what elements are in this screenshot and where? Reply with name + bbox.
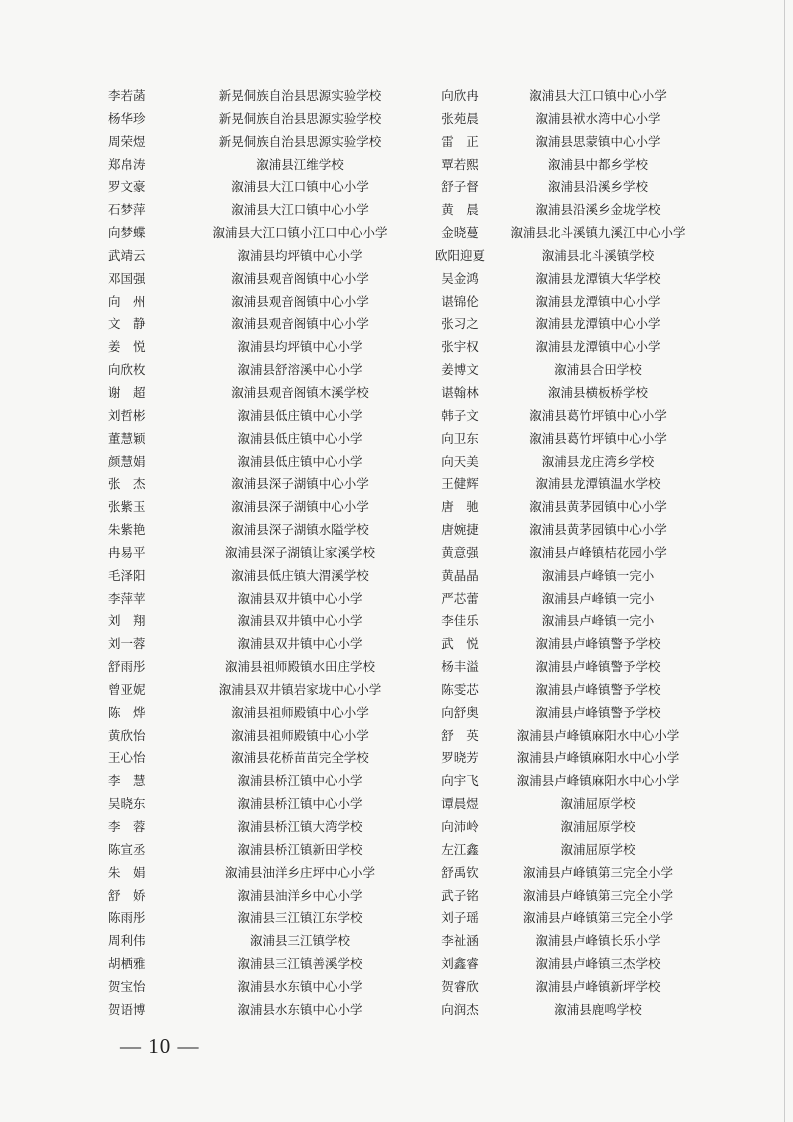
student-name-right: 欧阳迎夏 — [434, 247, 485, 263]
list-row — [0, 519, 793, 542]
student-name-left: 向欣枚 — [108, 362, 146, 378]
student-name-right: 谭晨煜 — [441, 796, 479, 812]
list-row — [0, 245, 793, 268]
school-name-left: 溆浦县水东镇中心小学 — [237, 978, 363, 994]
student-name-right: 雷 正 — [441, 133, 479, 149]
student-name-right: 罗晓芳 — [441, 750, 479, 766]
student-name-left: 董慧颖 — [108, 430, 146, 446]
student-name-left: 罗文豪 — [108, 179, 146, 195]
student-name-right: 舒子督 — [441, 179, 479, 195]
student-name-right: 吴金鸿 — [441, 270, 479, 286]
list-row — [0, 199, 793, 222]
school-name-left: 溆浦县深子湖镇水隘学校 — [231, 522, 369, 538]
list-row — [0, 405, 793, 428]
school-name-left: 新晃侗族自治县思源实验学校 — [218, 110, 382, 126]
school-name-left: 溆浦县祖师殿镇水田庄学校 — [224, 659, 375, 675]
school-name-left: 溆浦县祖师殿镇中心小学 — [231, 727, 369, 743]
list-row — [0, 999, 793, 1022]
school-name-right: 溆浦县龙庄湾乡学校 — [541, 453, 655, 469]
student-name-left: 谢 超 — [108, 384, 146, 400]
school-name-left: 溆浦县桥江镇新田学校 — [237, 841, 363, 857]
school-name-right: 溆浦县中都乡学校 — [547, 156, 648, 172]
school-name-left: 溆浦县水东镇中心小学 — [237, 1001, 363, 1017]
student-name-left: 舒 娇 — [108, 887, 146, 903]
school-name-left: 溆浦县均坪镇中心小学 — [237, 339, 363, 355]
school-name-left: 溆浦县低庄镇中心小学 — [237, 407, 363, 423]
school-name-left: 新晃侗族自治县思源实验学校 — [218, 88, 382, 103]
school-name-left: 溆浦县观音阁镇中心小学 — [231, 270, 369, 286]
school-name-right: 溆浦县龙潭镇温水学校 — [535, 476, 661, 492]
student-name-right: 向卫东 — [441, 430, 479, 446]
school-name-right: 溆浦县卢峰镇三杰学校 — [535, 956, 661, 972]
student-name-right: 黄 晨 — [441, 202, 479, 218]
student-name-left: 黄欣怡 — [108, 727, 146, 743]
student-name-left: 陈 烨 — [108, 704, 146, 720]
school-name-right: 溆浦县北斗溪镇九溪江中心小学 — [510, 225, 686, 241]
student-name-left: 胡栖雅 — [108, 956, 146, 972]
student-name-left: 石梦萍 — [108, 202, 146, 218]
student-name-left: 陈雨彤 — [108, 910, 146, 926]
school-name-right: 溆浦县卢峰镇一完小 — [541, 590, 655, 606]
list-row — [0, 268, 793, 291]
list-row — [0, 108, 793, 131]
student-name-right: 杨丰溢 — [441, 659, 479, 675]
school-name-left: 溆浦县祖师殿镇中心小学 — [231, 704, 369, 720]
school-name-right: 溆浦县卢峰镇警予学校 — [535, 704, 661, 720]
school-name-left: 溆浦县桥江镇中心小学 — [237, 773, 363, 789]
student-name-left: 郑帛涛 — [108, 156, 146, 172]
school-name-left: 溆浦县大江口镇中心小学 — [231, 202, 369, 218]
student-name-right: 李佳乐 — [441, 613, 479, 629]
list-row — [0, 313, 793, 336]
student-name-right: 黄意强 — [441, 544, 479, 560]
student-name-right: 韩子文 — [441, 407, 479, 423]
school-name-right: 溆浦县卢峰镇警予学校 — [535, 659, 661, 675]
student-name-right: 舒 英 — [441, 727, 479, 743]
list-row — [0, 725, 793, 748]
student-name-right: 武子铭 — [441, 887, 479, 903]
school-name-right: 溆浦屈原学校 — [560, 819, 636, 834]
list-row — [0, 496, 793, 519]
student-name-left: 陈宣丞 — [108, 841, 146, 857]
student-name-left: 冉易平 — [108, 544, 146, 560]
school-name-left: 溆浦县大江口镇小江口中心小学 — [212, 225, 388, 241]
list-row — [0, 747, 793, 770]
list-row — [0, 930, 793, 953]
student-name-left: 周利伟 — [108, 933, 146, 949]
list-row — [0, 588, 793, 611]
name-list — [0, 85, 793, 1022]
school-name-left: 溆浦县均坪镇中心小学 — [237, 247, 363, 263]
school-name-right: 溆浦屈原学校 — [560, 796, 636, 812]
school-name-left: 溆浦县江维学校 — [256, 156, 344, 172]
school-name-right: 溆浦县卢峰镇麻阳水中心小学 — [516, 773, 680, 789]
student-name-right: 舒禹钦 — [441, 864, 479, 880]
school-name-right: 溆浦县沿溪乡金垅学校 — [535, 202, 661, 218]
student-name-right: 金晓蔓 — [441, 225, 479, 241]
student-name-left: 李 蓉 — [108, 819, 146, 834]
student-name-right: 张宇权 — [441, 339, 479, 355]
student-name-left: 毛泽阳 — [108, 567, 146, 583]
student-name-left: 武靖云 — [108, 247, 146, 263]
list-row — [0, 633, 793, 656]
list-row — [0, 291, 793, 314]
list-row — [0, 702, 793, 725]
student-name-left: 邓国强 — [108, 270, 146, 286]
student-name-right: 覃若熙 — [441, 156, 479, 172]
page-edge-line — [784, 0, 785, 1122]
school-name-right: 溆浦县卢峰镇新坪学校 — [535, 978, 661, 994]
school-name-right: 溆浦县龙潭镇中心小学 — [535, 293, 661, 309]
student-name-left: 贺语博 — [108, 1001, 146, 1017]
school-name-right: 溆浦县袱水湾中心小学 — [535, 110, 661, 126]
school-name-right: 溆浦县卢峰镇警予学校 — [535, 636, 661, 652]
list-row — [0, 131, 793, 154]
student-name-left: 杨华珍 — [108, 110, 146, 126]
student-name-left: 刘哲彬 — [108, 407, 146, 423]
student-name-right: 向润杰 — [441, 1001, 479, 1017]
list-row — [0, 359, 793, 382]
list-row — [0, 154, 793, 177]
student-name-right: 向舒奥 — [441, 704, 479, 720]
school-name-right: 溆浦县黄茅园镇中心小学 — [529, 522, 667, 538]
school-name-left: 溆浦县观音阁镇木溪学校 — [231, 384, 369, 400]
school-name-right: 溆浦县龙潭镇中心小学 — [535, 339, 661, 355]
student-name-left: 吴晓东 — [108, 796, 146, 812]
student-name-left: 李萍苹 — [108, 590, 146, 606]
school-name-left: 溆浦县油洋乡中心小学 — [237, 887, 363, 903]
school-name-right: 溆浦县葛竹坪镇中心小学 — [529, 407, 667, 423]
school-name-left: 溆浦县低庄镇大渭溪学校 — [231, 567, 369, 583]
school-name-left: 溆浦县低庄镇中心小学 — [237, 453, 363, 469]
list-row — [0, 85, 793, 108]
list-row — [0, 176, 793, 199]
school-name-left: 溆浦县深子湖镇让家溪学校 — [224, 544, 375, 560]
student-name-right: 张习之 — [441, 316, 479, 332]
student-name-right: 谌锦伦 — [441, 293, 479, 309]
school-name-right: 溆浦县卢峰镇第三完全小学 — [522, 864, 673, 880]
school-name-right: 溆浦县龙潭镇大华学校 — [535, 270, 661, 286]
student-name-right: 贺睿欣 — [441, 978, 479, 994]
school-name-left: 溆浦县双井镇中心小学 — [237, 636, 363, 652]
list-row — [0, 428, 793, 451]
student-name-left: 文 静 — [108, 316, 146, 332]
school-name-right: 溆浦县葛竹坪镇中心小学 — [529, 430, 667, 446]
school-name-left: 溆浦县三江镇江东学校 — [237, 910, 363, 926]
school-name-right: 溆浦县黄茅园镇中心小学 — [529, 499, 667, 515]
student-name-right: 向天美 — [441, 453, 479, 469]
list-row — [0, 885, 793, 908]
school-name-right: 溆浦县合田学校 — [554, 362, 642, 378]
student-name-left: 曾亚妮 — [108, 681, 146, 697]
student-name-left: 向 州 — [108, 293, 146, 309]
school-name-right: 溆浦县卢峰镇桔花园小学 — [529, 544, 667, 560]
school-name-right: 溆浦县卢峰镇警予学校 — [535, 681, 661, 697]
school-name-left: 溆浦县观音阁镇中心小学 — [231, 316, 369, 332]
list-row — [0, 222, 793, 245]
student-name-right: 唐婉捷 — [441, 522, 479, 538]
school-name-right: 溆浦县沿溪乡学校 — [547, 179, 648, 195]
student-name-right: 向沛岭 — [441, 819, 479, 834]
student-name-right: 武 悦 — [441, 636, 479, 652]
school-name-right: 溆浦县大江口镇中心小学 — [529, 88, 667, 103]
list-row — [0, 976, 793, 999]
school-name-right: 溆浦县北斗溪镇学校 — [541, 247, 655, 263]
school-name-right: 溆浦县卢峰镇一完小 — [541, 613, 655, 629]
list-row — [0, 816, 793, 839]
student-name-left: 刘一蓉 — [108, 636, 146, 652]
page-number: — 10 — — [120, 1034, 200, 1058]
school-name-left: 溆浦县油洋乡庄坪中心小学 — [224, 864, 375, 880]
student-name-left: 朱 娟 — [108, 864, 146, 880]
school-name-right: 溆浦县卢峰镇第三完全小学 — [522, 887, 673, 903]
school-name-left: 溆浦县花桥苗苗完全学校 — [231, 750, 369, 766]
school-name-left: 溆浦县舒溶溪中心小学 — [237, 362, 363, 378]
student-name-left: 舒雨彤 — [108, 659, 146, 675]
student-name-right: 陈雯芯 — [441, 681, 479, 697]
student-name-left: 张紫玉 — [108, 499, 146, 515]
school-name-left: 溆浦县三江镇善溪学校 — [237, 956, 363, 972]
school-name-right: 溆浦县鹿鸣学校 — [554, 1001, 642, 1017]
student-name-left: 刘 翔 — [108, 613, 146, 629]
list-row — [0, 793, 793, 816]
school-name-right: 溆浦县卢峰镇第三完全小学 — [522, 910, 673, 926]
school-name-right: 溆浦县卢峰镇长乐小学 — [535, 933, 661, 949]
school-name-right: 溆浦县卢峰镇麻阳水中心小学 — [516, 750, 680, 766]
school-name-left: 溆浦县双井镇中心小学 — [237, 590, 363, 606]
student-name-right: 李祉涵 — [441, 933, 479, 949]
school-name-right: 溆浦县横板桥学校 — [547, 384, 648, 400]
school-name-left: 溆浦县深子湖镇中心小学 — [231, 476, 369, 492]
student-name-left: 贺宝怡 — [108, 978, 146, 994]
school-name-right: 溆浦县卢峰镇麻阳水中心小学 — [516, 727, 680, 743]
list-row — [0, 862, 793, 885]
student-name-left: 李若菡 — [108, 88, 146, 103]
school-name-left: 新晃侗族自治县思源实验学校 — [218, 133, 382, 149]
student-name-right: 张苑晨 — [441, 110, 479, 126]
school-name-left: 溆浦县观音阁镇中心小学 — [231, 293, 369, 309]
student-name-right: 向宇飞 — [441, 773, 479, 789]
list-row — [0, 656, 793, 679]
list-row — [0, 839, 793, 862]
list-row — [0, 565, 793, 588]
student-name-right: 刘鑫睿 — [441, 956, 479, 972]
list-row — [0, 770, 793, 793]
school-name-left: 溆浦县双井镇中心小学 — [237, 613, 363, 629]
student-name-right: 姜博文 — [441, 362, 479, 378]
list-row — [0, 473, 793, 496]
student-name-right: 向欣冉 — [441, 88, 479, 103]
student-name-left: 李 慧 — [108, 773, 146, 789]
student-name-right: 黄晶晶 — [441, 567, 479, 583]
school-name-right: 溆浦屈原学校 — [560, 841, 636, 857]
list-row — [0, 382, 793, 405]
list-row — [0, 336, 793, 359]
student-name-right: 谌翰林 — [441, 384, 479, 400]
school-name-left: 溆浦县三江镇学校 — [249, 933, 350, 949]
school-name-left: 溆浦县双井镇岩家垅中心小学 — [218, 681, 382, 697]
student-name-right: 左江鑫 — [441, 841, 479, 857]
school-name-left: 溆浦县深子湖镇中心小学 — [231, 499, 369, 515]
student-name-left: 姜 悦 — [108, 339, 146, 355]
list-row — [0, 907, 793, 930]
list-row — [0, 610, 793, 633]
student-name-left: 朱紫艳 — [108, 522, 146, 538]
student-name-right: 唐 驰 — [441, 499, 479, 515]
school-name-left: 溆浦县大江口镇中心小学 — [231, 179, 369, 195]
list-row — [0, 542, 793, 565]
list-row — [0, 953, 793, 976]
student-name-left: 向梦蝶 — [108, 225, 146, 241]
list-row — [0, 679, 793, 702]
student-name-right: 严芯蕾 — [441, 590, 479, 606]
school-name-left: 溆浦县桥江镇大湾学校 — [237, 819, 363, 834]
student-name-left: 周荣煜 — [108, 133, 146, 149]
school-name-left: 溆浦县桥江镇中心小学 — [237, 796, 363, 812]
student-name-left: 王心怡 — [108, 750, 146, 766]
school-name-right: 溆浦县卢峰镇一完小 — [541, 567, 655, 583]
student-name-right: 刘子瑶 — [441, 910, 479, 926]
school-name-right: 溆浦县龙潭镇中心小学 — [535, 316, 661, 332]
student-name-right: 王健辉 — [441, 476, 479, 492]
school-name-left: 溆浦县低庄镇中心小学 — [237, 430, 363, 446]
school-name-right: 溆浦县思蒙镇中心小学 — [535, 133, 661, 149]
student-name-left: 张 杰 — [108, 476, 146, 492]
list-row — [0, 451, 793, 474]
student-name-left: 颜慧娟 — [108, 453, 146, 469]
